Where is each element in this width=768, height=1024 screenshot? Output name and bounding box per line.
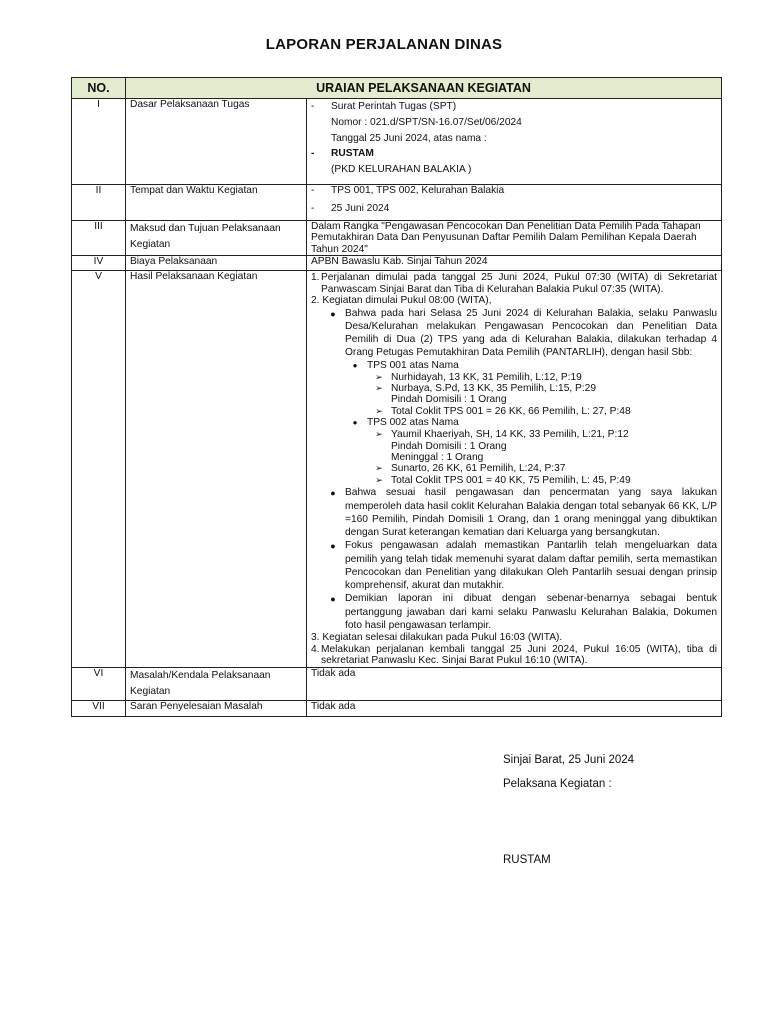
sub-bullet-item: [343, 417, 717, 429]
bullet-marker: ●: [330, 488, 336, 499]
dash-marker: -: [311, 101, 315, 112]
bullet-text: Bahwa pada hari Selasa 25 Juni 2024 di Kelurahan Balakia, selaku Panwaslu Desa/Kelurahan melakukan Pengawasan Pencocokan dan Penelitian Data Pemilih di Dua (2) TPS yang ada di Kelurahan Balakia, dilakukan terhadap 4 Orang Petugas Pemutakhiran Data Pemilih (PANTARLIH), dengan hasil Sbb:: [345, 307, 718, 359]
header-no: NO.: [72, 78, 126, 99]
row-label: Tempat dan Waktu Kegiatan: [126, 185, 307, 221]
location-text: TPS 001, TPS 002, Kelurahan Balakia: [331, 185, 505, 196]
arrow-icon: ➢: [375, 463, 383, 474]
bullet-text: Fokus pengawasan adalah memastikan Pantarlih telah mengeluarkan data pemilih yang telah tidak memenuhi syarat dalam daftar pemilih, serta memastikan Pencocokan dan Penelitian yang dilakukan Oleh Pantarlih sesuai dengan prinsip komprehensif, akurat dan mutakhir.: [345, 540, 718, 592]
row-content-masalah: [307, 668, 722, 701]
spt-date: Tanggal 25 Juni 2024, atas nama :: [331, 132, 487, 144]
bullet-text: Demikian laporan ini dibuat dengan sebenar-benarnya sebagai bentuk pertanggung jawaban dari kami selaku Panwaslu Kelurahan Balakia, Dokumen foto hasil pengawasan terlampir.: [345, 593, 718, 631]
row-content-dasar: [307, 99, 722, 185]
row-content-biaya: [307, 256, 722, 271]
sub-note: Meninggal : 1 Orang: [391, 452, 484, 464]
row-label: Dasar Pelaksanaan Tugas: [126, 99, 307, 185]
bullet-marker: ●: [352, 360, 358, 370]
header-uraian: URAIAN PELAKSANAAN KEGIATAN: [126, 78, 722, 99]
row-content-maksud: [307, 221, 722, 256]
row-number: VI: [72, 668, 126, 701]
row-label: Masalah/Kendala Pelaksanaan Kegiatan: [126, 668, 307, 701]
arrow-icon: ➢: [375, 371, 383, 382]
table-row: [72, 221, 722, 256]
row-number: V: [72, 271, 126, 668]
item-number: 1.: [311, 272, 320, 284]
tps-title: TPS 002 atas Nama: [367, 417, 459, 429]
report-table: [71, 77, 722, 717]
result-item: 3. Kegiatan selesai dilakukan pada Pukul 16:03 (WITA).: [311, 632, 563, 644]
signature-place-date: Sinjai Barat, 25 Juni 2024: [503, 754, 635, 766]
signature-role: Pelaksana Kegiatan :: [503, 778, 612, 790]
arrow-item: [367, 406, 717, 417]
row-number: I: [72, 99, 126, 185]
arrow-item: [367, 475, 717, 486]
result-item: 2. Kegiatan dimulai Pukul 08:00 (WITA),: [311, 295, 492, 307]
arrow-icon: ➢: [375, 405, 383, 416]
arrow-text: Nurbaya, S.Pd, 13 KK, 35 Pemilih, L:15, P:29: [391, 382, 596, 394]
table-row: [72, 668, 722, 701]
bullet-text: Bahwa sesuai hasil pengawasan dan pencermatan yang saya lakukan memperoleh data hasil coklit Kelurahan Balakia dengan total sebanyak 66 KK, L/P =160 Pemilih, Pindah Domisili 1 Orang, dan 1 orang meninggal yang dibuktikan dengan Surat keterangan kematian dari Keluarga yang bersangkutan.: [345, 487, 718, 539]
dash-marker: -: [311, 203, 315, 215]
purpose-text: Dalam Rangka "Pengawasan Pencocokan Dan Penelitian Data Pemilih Pada Tahapan Pemutakhiran Data Dan Penyusunan Daftar Pemilih Dalam Pemilihan Kepala Daerah Tahun 2024": [311, 221, 701, 255]
dash-marker: -: [311, 148, 315, 160]
row-number: VII: [72, 701, 126, 717]
assignee-name: RUSTAM: [331, 148, 374, 160]
arrow-text: Yaumil Khaeriyah, SH, 14 KK, 33 Pemilih, L:21, P:12: [391, 429, 629, 441]
arrow-item: [367, 429, 717, 440]
arrow-icon: ➢: [375, 474, 383, 485]
assignee-position: (PKD KELURAHAN BALAKIA ): [331, 164, 472, 176]
table-row: [72, 99, 722, 185]
bullet-item: [321, 486, 717, 539]
arrow-icon: ➢: [375, 382, 383, 393]
arrow-item: [367, 372, 717, 383]
funding-text: APBN Bawaslu Kab. Sinjai Tahun 2024: [311, 256, 488, 268]
bullet-marker: ●: [330, 594, 336, 605]
row-label: Saran Penyelesaian Masalah: [126, 701, 307, 717]
row-content-hasil: [307, 271, 722, 668]
bullet-item: [321, 539, 717, 592]
table-row: [72, 271, 722, 668]
bullet-marker: ●: [352, 418, 358, 428]
sub-note: Pindah Domisili : 1 Orang: [391, 440, 507, 452]
arrow-item: [367, 463, 717, 474]
arrow-icon: ➢: [375, 429, 383, 440]
sub-bullet-item: [343, 360, 717, 372]
item-number: 4.: [311, 643, 320, 655]
arrow-item: [367, 383, 717, 394]
bullet-item: [321, 307, 717, 360]
bullet-item: [321, 592, 717, 632]
arrow-text: Total Coklit TPS 001 = 40 KK, 75 Pemilih, L: 45, P:49: [391, 474, 631, 486]
bullet-marker: ●: [330, 541, 336, 552]
tps-title: TPS 001 atas Nama: [367, 359, 459, 371]
row-content-saran: [307, 701, 722, 717]
spt-number: Nomor : 021.d/SPT/SN-16.07/Set/06/2024: [331, 116, 522, 128]
arrow-text: Sunarto, 26 KK, 61 Pemilih, L:24, P:37: [391, 463, 566, 475]
row-number: IV: [72, 256, 126, 271]
result-item: [311, 644, 717, 667]
arrow-text: Nurhidayah, 13 KK, 31 Pemilih, L:12, P:19: [391, 371, 582, 383]
spt-text: Surat Perintah Tugas (SPT): [331, 101, 457, 112]
item-text: Perjalanan dimulai pada tanggal 25 Juni 2024, Pukul 07:30 (WITA) di Sekretariat Panwascam Sinjai Barat dan Tiba di Kelurahan Balakia Pukul 07:35 (WITA).: [321, 272, 718, 295]
signature-name: RUSTAM: [503, 854, 551, 866]
item-text: Melakukan perjalanan kembali tanggal 25 Juni 2024, Pukul 16:05 (WITA), tiba di sekretariat Panwaslu Kec. Sinjai Barat Pukul 16:10 (WITA).: [321, 643, 718, 666]
table-row: [72, 701, 722, 717]
page-title: LAPORAN PERJALANAN DINAS: [265, 36, 503, 53]
row-label: Biaya Pelaksanaan: [126, 256, 307, 271]
table-row: [72, 185, 722, 221]
issue-text: Tidak ada: [311, 668, 356, 680]
row-label: Hasil Pelaksanaan Kegiatan: [126, 271, 307, 668]
table-row: [72, 256, 722, 271]
bullet-marker: ●: [330, 308, 336, 319]
dash-marker: -: [311, 185, 315, 196]
row-content-tempat: [307, 185, 722, 221]
row-number: III: [72, 221, 126, 256]
arrow-text: Total Coklit TPS 001 = 26 KK, 66 Pemilih, L: 27, P:48: [391, 405, 631, 417]
row-number: II: [72, 185, 126, 221]
table-header-row: [72, 78, 722, 99]
sub-note: Pindah Domisili : 1 Orang: [391, 394, 507, 406]
activity-date: 25 Juni 2024: [331, 203, 390, 215]
result-item: [311, 272, 717, 295]
row-label: Maksud dan Tujuan Pelaksanaan Kegiatan: [126, 221, 307, 256]
suggestion-text: Tidak ada: [311, 701, 356, 713]
